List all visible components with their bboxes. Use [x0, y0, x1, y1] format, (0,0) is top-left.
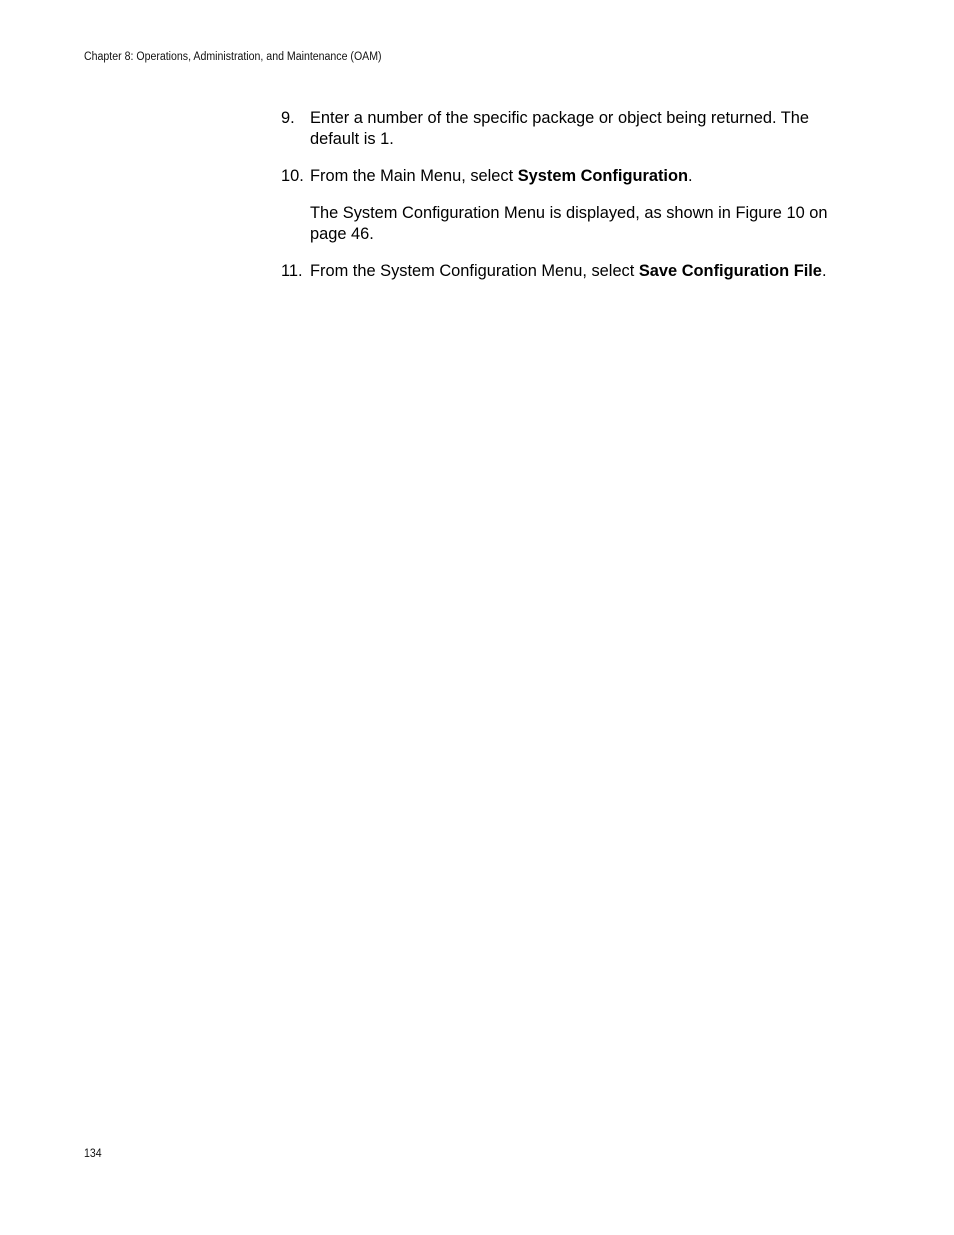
step-10 — [281, 166, 841, 187]
step-number: 11. — [281, 262, 303, 280]
step-number: 10. — [281, 167, 304, 185]
step-text: Enter a number of the specific package or object being returned. The default is 1. — [310, 109, 810, 148]
step-11 — [281, 261, 841, 282]
menu-option-system-configuration: System Configuration — [517, 167, 688, 185]
page-number: 134 — [84, 1148, 102, 1160]
step-text-prefix: From the Main Menu, select — [310, 167, 518, 185]
step-9 — [281, 108, 841, 150]
step-text-suffix: . — [688, 167, 693, 185]
step-10-note: The System Configuration Menu is displayed, as shown in Figure 10 on page 46. — [310, 204, 828, 243]
step-text-suffix: . — [821, 262, 827, 280]
step-number: 9. — [281, 109, 295, 127]
running-header: Chapter 8: Operations, Administration, and Maintenance (OAM) — [84, 51, 382, 63]
procedure-steps — [281, 108, 841, 298]
menu-option-save-configuration-file: Save Configuration File — [638, 262, 822, 280]
step-text-prefix: From the System Configuration Menu, select — [310, 262, 639, 280]
